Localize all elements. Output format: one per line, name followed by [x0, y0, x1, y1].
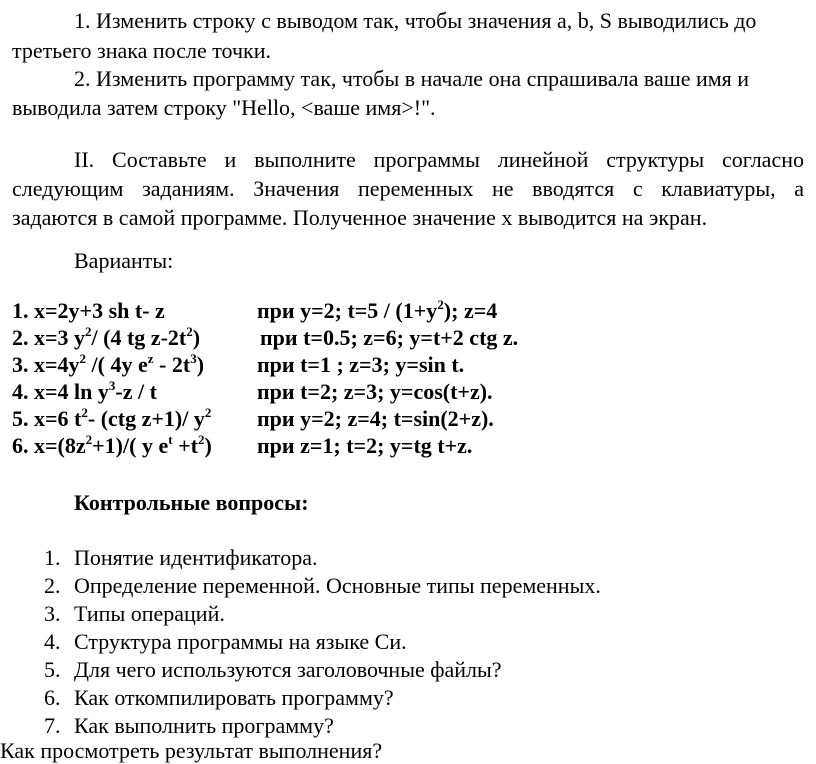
variants-heading: Варианты: [74, 248, 174, 273]
task-item-2 [74, 66, 749, 92]
question-item: 6. Как откомпилировать программу? [44, 685, 394, 710]
variant-cond: при t=0.5; z=6; y=t+2 ctg z. [260, 325, 519, 350]
variant-expr: 2. x=3 $y^2/$ (4 tg $z-2t^2$) [12, 323, 201, 350]
question-item: 2. Определение переменной. Основные типы переменных. [44, 573, 601, 598]
variant-expr: 4. x=4 $\ln y^3-z$ / t [12, 377, 157, 404]
questions-heading: Контрольные вопросы: [74, 490, 309, 515]
task-number: 1. [74, 8, 91, 33]
variant-cond: при t=1 ; z=3; y=sin t. [257, 352, 465, 377]
variant-cond: при y=2; z=4; t=sin(2+z). [257, 406, 494, 431]
variant-3 [12, 352, 812, 378]
variant-expr: 5. x=6 $t^2-$ (ctg z+1)/ $y^2$ [12, 404, 212, 431]
variant-expr: 1. x=2y+3 sh t- z [12, 298, 165, 323]
task-text: Изменить программу так, чтобы в начале она спрашивала ваше имя и [96, 66, 750, 91]
task-item-2-cont: выводила затем строку "Hello, <ваше имя>!". [12, 95, 436, 120]
variant-expr: 6. $x=(8z^2+1)/$( y $e^t +t^2$) [12, 431, 212, 458]
task-item-1-cont: третьего знака после точки. [12, 38, 271, 63]
task-text: Изменить строку с выводом так, чтобы значения a, b, S выводились до [96, 8, 757, 33]
variant-1 [12, 298, 812, 324]
variant-4 [12, 379, 812, 405]
question-item: 5. Для чего используются заголовочные файлы? [44, 657, 502, 682]
task-item-1 [74, 8, 756, 34]
section2-line2: следующим заданиям. Значения переменных не вводятся с клавиатуры, а [12, 176, 804, 201]
section2-line3: задаются в самой программе. Полученное значение x выводится на экран. [12, 205, 708, 230]
variant-cond: при t=2; z=3; y=cos(t+z). [257, 379, 493, 404]
question-item: 3. Типы операций. [44, 601, 225, 626]
task-number: 2. [74, 66, 91, 91]
variant-5 [12, 406, 812, 432]
variant-6 [12, 433, 812, 459]
question-item: 4. Структура программы на языке Си. [44, 629, 407, 654]
variant-cond: при y=2; $t=5 / (1+y^2)$; z=4 [257, 296, 498, 323]
variant-cond: при z=1; t=2; y=tg t+z. [257, 433, 473, 458]
variant-2 [12, 325, 812, 351]
question-item: 7. Как выполнить программу? [44, 713, 334, 738]
section2-line1: II. Составьте и выполните программы линейной структуры согласно [74, 147, 804, 172]
question-item: 1. Понятие идентификатора. [44, 545, 318, 570]
variant-expr: 3. $x=4y^2$ /( 4y $e^z - 2t^3$) [12, 350, 205, 377]
last-question-line: Как просмотреть результат выполнения? [0, 738, 383, 763]
